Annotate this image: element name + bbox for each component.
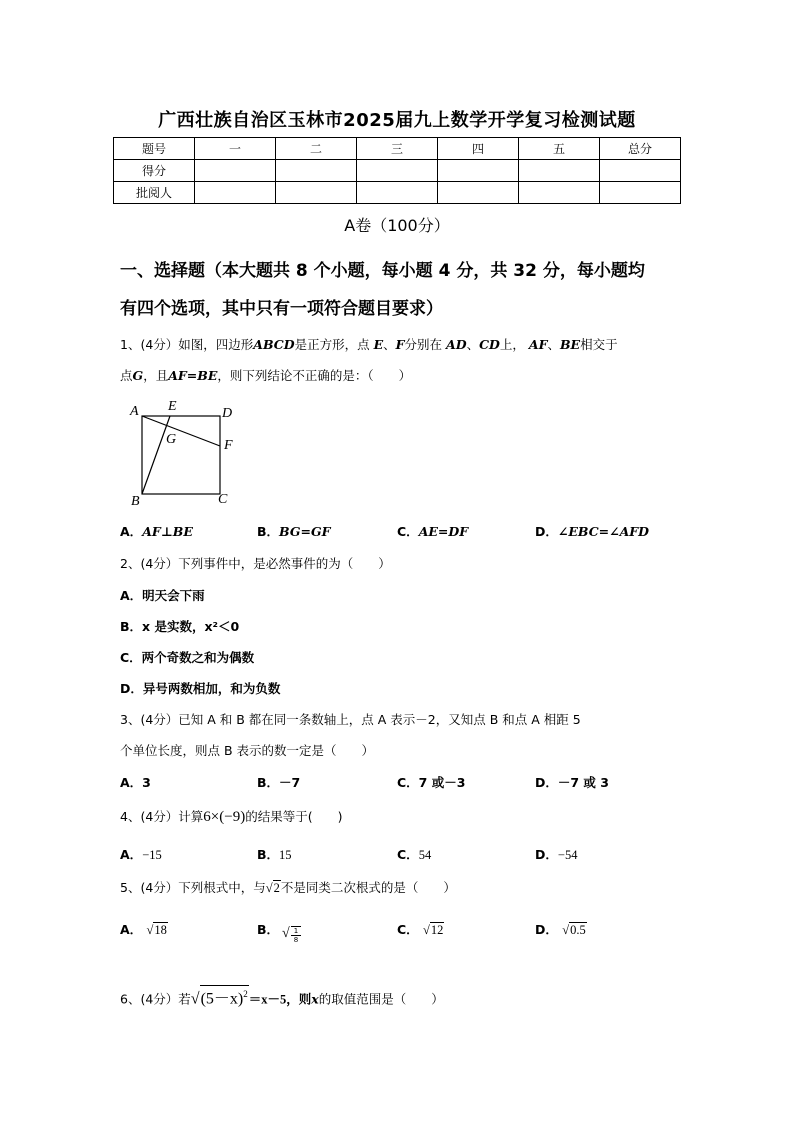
q5-option-d[interactable]: D． √0.5 xyxy=(535,922,586,937)
table-cell xyxy=(600,182,681,204)
q2-stem: 2、(4分）下列事件中，是必然事件的为（ ） xyxy=(120,556,391,571)
score-table xyxy=(113,137,681,204)
q5-stem: 5、(4分）下列根式中，与√2不是同类二次根式的是（ ） xyxy=(120,880,456,895)
q1-stem-line2: 点G，且AF=BE，则下列结论不正确的是：（ ） xyxy=(120,368,412,383)
q3-option-a[interactable]: A．3 xyxy=(120,775,151,790)
label-C: C xyxy=(218,492,228,507)
table-cell xyxy=(195,160,276,182)
q1-option-b[interactable]: B．BG=GF xyxy=(257,524,331,539)
q3-stem-line1: 3、(4分）已知 A 和 B 都在同一条数轴上，点 A 表示－2，又知点 B 和点 A 相距 5 xyxy=(120,712,581,727)
section-heading-line2: 有四个选项，其中只有一项符合题目要求） xyxy=(120,299,443,319)
q1-square-figure xyxy=(120,398,250,513)
q5-option-c[interactable]: C． √12 xyxy=(397,922,444,937)
q1-stem-line1: 1、(4分）如图，四边形ABCD是正方形，点 E、F分别在 AD、CD上， AF、BE相交于 xyxy=(120,337,618,352)
q2-option-b[interactable]: B．x 是实数，x²＜0 xyxy=(120,619,240,634)
q1-option-a[interactable]: A．AF⊥BE xyxy=(120,524,193,539)
q4-option-c[interactable]: C．54 xyxy=(397,847,432,862)
sqrt-2: √2 xyxy=(265,881,280,895)
label-D: D xyxy=(222,406,233,421)
sqrt-expression: $√(5-x)^2$ xyxy=(191,985,249,1008)
q4-option-b[interactable]: B．15 xyxy=(257,847,292,862)
table-cell xyxy=(276,160,357,182)
table-cell xyxy=(438,182,519,204)
table-cell xyxy=(357,182,438,204)
table-cell xyxy=(519,160,600,182)
table-row xyxy=(114,160,681,182)
table-cell: 得分 xyxy=(114,160,195,182)
table-cell xyxy=(519,182,600,204)
q3-option-c[interactable]: C．7 或－3 xyxy=(397,775,466,790)
q6-stem: 6、(4分）若$√(5-x)^2=x-5$，则x的取值范围是（ ） xyxy=(120,985,444,1008)
q5-option-a[interactable]: A． √18 xyxy=(120,922,167,937)
label-G: G xyxy=(166,432,177,447)
table-cell xyxy=(195,182,276,204)
table-cell xyxy=(438,160,519,182)
label-E: E xyxy=(168,399,177,414)
q4-expression: 6×(−9) xyxy=(203,809,246,825)
q2-option-d[interactable]: D．异号两数相加，和为负数 xyxy=(120,681,281,696)
table-cell: 一 xyxy=(195,138,276,160)
table-cell: 四 xyxy=(438,138,519,160)
table-cell xyxy=(276,182,357,204)
q3-stem-line2: 个单位长度，则点 B 表示的数一定是（ ） xyxy=(120,743,375,758)
exam-title: 广西壮族自治区玉林市2025届九上数学开学复习检测试题 xyxy=(158,110,636,131)
table-cell xyxy=(357,160,438,182)
section-heading-line1: 一、选择题（本大题共 8 个小题，每小题 4 分，共 32 分，每小题均 xyxy=(120,261,645,281)
q4-stem: 4、(4分）计算6×(−9)的结果等于( ) xyxy=(120,809,343,825)
label-F: F xyxy=(224,438,233,453)
table-cell: 二 xyxy=(276,138,357,160)
label-B: B xyxy=(131,494,140,509)
table-cell: 总分 xyxy=(600,138,681,160)
q2-option-c[interactable]: C．两个奇数之和为偶数 xyxy=(120,650,255,665)
q3-option-b[interactable]: B．－7 xyxy=(257,775,301,790)
table-cell: 五 xyxy=(519,138,600,160)
table-cell: 题号 xyxy=(114,138,195,160)
table-cell xyxy=(600,160,681,182)
q2-option-a[interactable]: A．明天会下雨 xyxy=(120,588,205,603)
table-row xyxy=(114,182,681,204)
q3-option-d[interactable]: D．－7 或 3 xyxy=(535,775,609,790)
q4-option-a[interactable]: A．−15 xyxy=(120,847,162,862)
q1-option-c[interactable]: C．AE=DF xyxy=(397,524,469,539)
q1-option-d[interactable]: D．∠EBC=∠AFD xyxy=(535,524,649,539)
label-A: A xyxy=(130,404,139,419)
table-cell: 批阅人 xyxy=(114,182,195,204)
table-cell: 三 xyxy=(357,138,438,160)
score-table-header-row xyxy=(114,138,681,160)
section-a-title: A卷（100分） xyxy=(344,216,450,235)
q5-option-b[interactable]: B． √ 1 8 xyxy=(257,920,279,938)
q4-option-d[interactable]: D．−54 xyxy=(535,847,578,862)
